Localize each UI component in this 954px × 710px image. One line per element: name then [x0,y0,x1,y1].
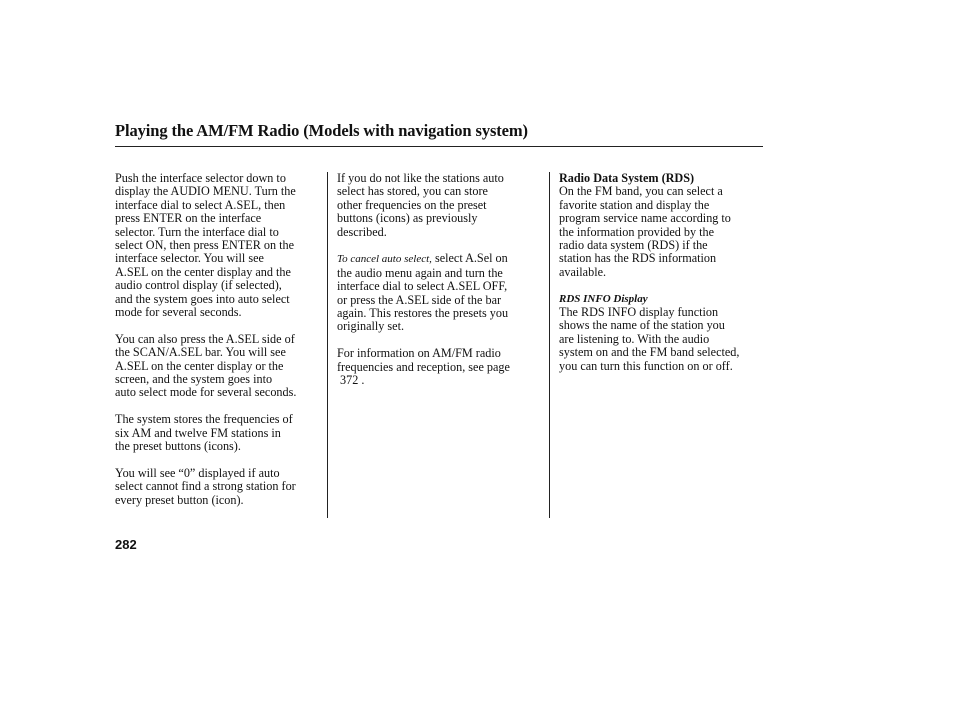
text-line: The RDS INFO display function [559,305,719,320]
text-line: display the AUDIO MENU. Turn the [115,184,296,199]
text-line: audio control display (if selected), [115,278,282,293]
text-line: every preset button (icon). [115,492,244,507]
text-line: selector. Turn the interface dial to [115,224,279,239]
text-line: interface dial to select A.SEL OFF, [337,279,508,294]
text-line: shows the name of the station you [559,318,725,333]
paragraph [115,413,321,453]
text-line: You can also press the A.SEL side of [115,331,295,346]
text-line: select has stored, you can store [337,184,488,199]
text-line: You will see “0” displayed if auto [115,465,280,480]
title-rule [115,146,763,147]
column-2 [337,172,537,401]
column-1 [115,172,321,521]
text-line: For information on AM/FM radio [337,346,501,361]
text-line: again. This restores the presets you [337,306,509,321]
text-line: the audio menu again and turn the [337,265,503,280]
subsection-heading: RDS INFO Display [559,292,648,305]
text-line: radio data system (RDS) if the [559,238,708,253]
text-line: A.SEL on the center display and the [115,264,291,279]
text-line: described. [337,224,387,239]
paragraph [337,252,537,333]
text-line: the information provided by the [559,224,715,239]
text-line: system on and the FM band selected, [559,345,740,360]
text-line: and the system goes into auto select [115,291,290,306]
page-title: Playing the AM/FM Radio (Models with navigation system) [115,121,528,140]
text-line: frequencies and reception, see page [337,359,510,374]
text-line: buttons (icons) as previously [337,211,478,226]
column-divider [549,172,550,518]
text-line: the SCAN/A.SEL bar. You will see [115,345,286,360]
text-line: or press the A.SEL side of the bar [337,292,502,307]
paragraph [115,172,321,319]
italic-lead: To cancel auto select, [337,253,432,266]
page-number: 282 [115,537,137,552]
paragraph [337,347,537,387]
text-line: interface selector. You will see [115,251,264,266]
text-line: Push the interface selector down to [115,171,286,185]
text-line: six AM and twelve FM stations in [115,425,281,440]
paragraph [337,172,537,239]
text-line: the preset buttons (icons). [115,439,241,454]
text-line: The system stores the frequencies of [115,412,293,427]
text-line: If you do not like the stations auto [337,171,504,185]
paragraph [115,467,321,507]
paragraph [559,172,765,279]
text-line: originally set. [337,319,405,334]
text-line: other frequencies on the preset [337,197,487,212]
page-reference[interactable]: 372 . [340,373,365,388]
text-line: A.SEL on the center display or the [115,358,284,373]
column-3 [559,172,765,386]
paragraph [115,333,321,400]
paragraph [559,293,765,373]
text-line: are listening to. With the audio [559,331,710,346]
text-line: auto select mode for several seconds. [115,385,297,400]
text-line [337,252,537,266]
text-line: available. [559,264,607,279]
column-divider [327,172,328,518]
text-line: you can turn this function on or off. [559,358,733,373]
text-line: select ON, then press ENTER on the [115,238,295,253]
section-heading: Radio Data System (RDS) [559,171,695,185]
text-line: screen, and the system goes into [115,372,273,387]
text-line: interface dial to select A.SEL, then [115,197,286,212]
text-line: select cannot find a strong station for [115,479,296,494]
text-run: select A.Sel on [431,251,508,266]
text-line: favorite station and display the [559,197,710,212]
text-line: program service name according to [559,211,731,226]
text-line: On the FM band, you can select a [559,184,723,199]
text-line: station has the RDS information [559,251,717,266]
text-line: press ENTER on the interface [115,211,262,226]
text-line: mode for several seconds. [115,305,242,320]
